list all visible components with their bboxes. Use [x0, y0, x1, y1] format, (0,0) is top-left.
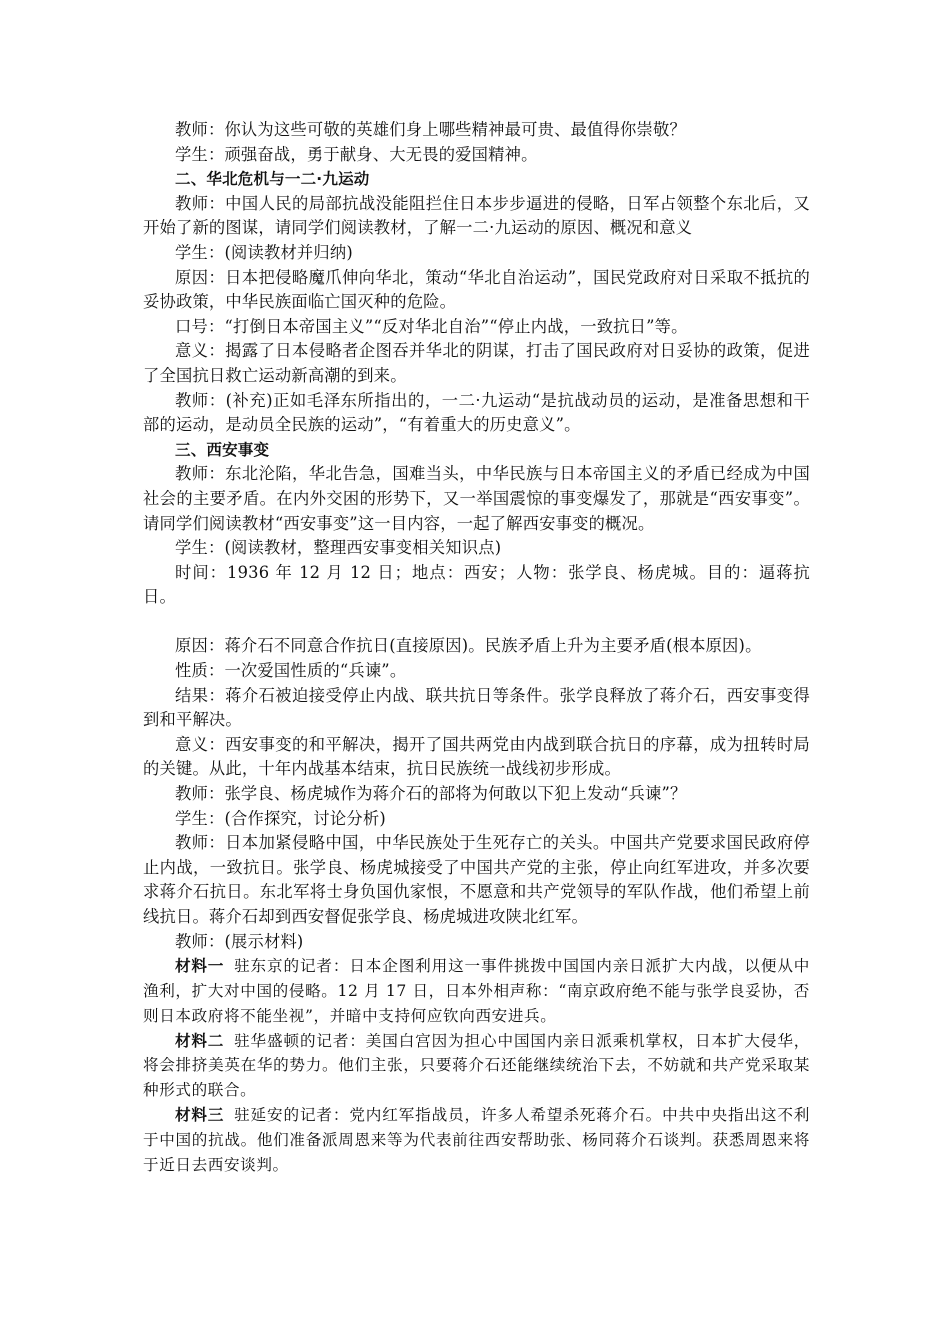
material-1: [143, 954, 810, 1028]
cause-paragraph: 原因：日本把侵略魔爪伸向华北，策动“华北自治运动”，国民党政府对日采取不抵抗的妥协政策，中华民族面临亡国灭种的危险。: [143, 267, 810, 312]
student-answer: 学生：顽强奋战，勇于献身、大无畏的爱国精神。: [175, 144, 538, 164]
teacher-intro-129: 教师：中国人民的局部抗战没能阻拦住日本步步逼进的侵略，日军占领整个东北后，又开始了新的图谋，请同学们阅读教材，了解一二·九运动的原因、概况和意义: [143, 193, 810, 238]
material-text: 驻华盛顿的记者：美国白宫因为担心中国国内亲日派乘机掌权，日本扩大侵华，将会排挤美英在华的势力。他们主张，只要蒋介石还能继续统治下去，不妨就和共产党采取某种形式的联合。: [143, 1031, 810, 1100]
teacher-show-materials: 教师：(展示材料): [175, 931, 304, 951]
result-paragraph: 结果：蒋介石被迫接受停止内战、联共抗日等条件。张学良释放了蒋介石，西安事变得到和平解决。: [143, 685, 810, 730]
material-3: [143, 1103, 810, 1177]
blank-line: [143, 610, 810, 635]
significance-paragraph: 意义：揭露了日本侵略者企图吞并华北的阴谋，打击了国民政府对日妥协的政策，促进了全国抗日救亡运动新高潮的到来。: [143, 341, 810, 385]
student-note: 学生：(阅读教材并归纳): [175, 242, 353, 262]
time-place-paragraph: 时间：1936 年 12 月 12 日；地点：西安；人物：张学良、杨虎城。目的：逼蒋抗日。: [143, 562, 810, 607]
material-label: 材料三: [175, 1105, 225, 1124]
material-label: 材料一: [175, 957, 225, 976]
nature-paragraph: 性质：一次爱国性质的“兵谏”。: [175, 661, 407, 681]
slogan-paragraph: 口号：“打倒日本帝国主义”“反对华北自治”“停止内战，一致抗日”等。: [175, 316, 688, 336]
student-note: 学生：(阅读教材，整理西安事变相关知识点): [175, 538, 502, 558]
teacher-question: 教师：张学良、杨虎城作为蒋介石的部将为何敢以下犯上发动“兵谏”？: [175, 784, 687, 804]
teacher-intro-xian: 教师：东北沦陷，华北告急，国难当头，中华民族与日本帝国主义的矛盾已经成为中国社会的主要矛盾。在内外交困的形势下，又一举国震惊的事变爆发了，那就是“西安事变”。请同学们阅读教材“西安事变”这一目内容，一起了解西安事变的概况。: [143, 464, 810, 533]
material-2: [143, 1029, 810, 1103]
student-note: 学生：(合作探究，讨论分析): [175, 808, 386, 828]
material-text: 驻东京的记者：日本企图利用这一事件挑拨中国国内亲日派扩大内战，以便从中渔利，扩大对中国的侵略。12 月 17 日，日本外相声称：“南京政府绝不能与张学良妥协，否则日本政府将不能坐视”，并暗中支持何应钦向西安进兵。: [143, 957, 810, 1025]
teacher-question: 教师：你认为这些可敬的英雄们身上哪些精神最可贵、最值得你崇敬？: [175, 120, 686, 139]
significance-paragraph: 意义：西安事变的和平解决，揭开了国共两党由内战到联合抗日的序幕，成为扭转时局的关键。从此，十年内战基本结束，抗日民族统一战线初步形成。: [143, 734, 810, 779]
section-heading-2: 二、华北危机与一二·九运动: [175, 170, 370, 189]
section-heading-3: 三、西安事变: [175, 440, 270, 459]
material-text: 驻延安的记者：党内红军指战员，许多人希望杀死蒋介石。中共中央指出这不利于中国的抗战。他们准备派周恩来等为代表前往西安帮助张、杨同蒋介石谈判。获悉周恩来将于近日去西安谈判。: [143, 1105, 810, 1174]
cause-paragraph: 原因：蒋介石不同意合作抗日(直接原因)。民族矛盾上升为主要矛盾(根本原因)。: [175, 636, 762, 656]
teacher-explanation: 教师：日本加紧侵略中国，中华民族处于生死存亡的关头。中国共产党要求国民政府停止内战，一致抗日。张学良、杨虎城接受了中国共产党的主张，停止向红军进攻，并多次要求蒋介石抗日。东北军将士身负国仇家恨，不愿意和共产党领导的军队作战，他们希望上前线抗日。蒋介石却到西安督促张学良、杨虎城进攻陕北红军。: [143, 833, 810, 926]
material-label: 材料二: [175, 1031, 225, 1050]
teacher-supplement: 教师：(补充)正如毛泽东所指出的，一二·九运动“是抗战动员的运动，是准备思想和干部的运动，是动员全民族的运动”，“有着重大的历史意义”。: [143, 390, 810, 435]
document-page: [143, 118, 810, 1177]
